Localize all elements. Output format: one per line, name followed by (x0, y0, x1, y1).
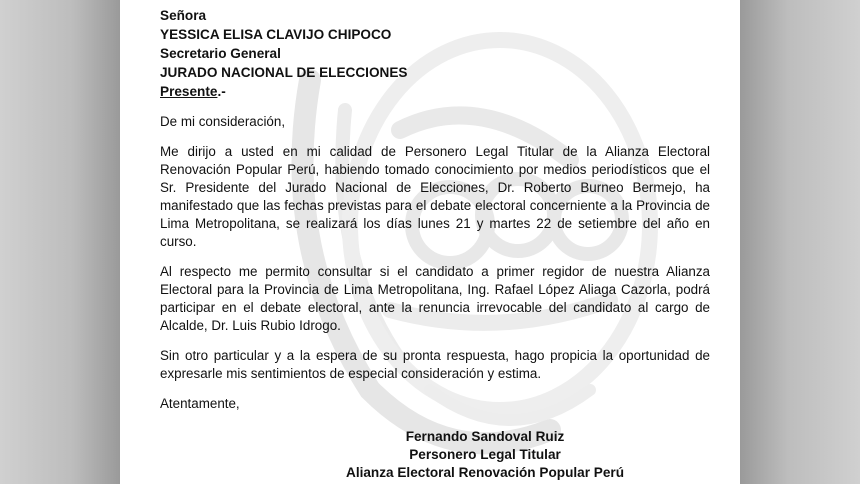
signature-role: Personero Legal Titular (409, 447, 561, 462)
left-background-panel (0, 0, 120, 484)
letter-body (160, 6, 710, 413)
presente-suffix: .- (217, 84, 226, 99)
presente-label: Presente (160, 84, 218, 99)
closing: Atentamente, (160, 396, 240, 411)
right-background-panel (740, 0, 860, 484)
header-institution: JURADO NACIONAL DE ELECCIONES (160, 65, 408, 80)
signature-name: Fernando Sandoval Ruiz (405, 429, 565, 444)
signature-org: Alianza Electoral Renovación Popular Perú (346, 465, 624, 480)
signature-block (120, 428, 740, 482)
paragraph-3: Sin otro particular y a la espera de su pronta respuesta, hago propicia la oportunidad de expresarle mis sentimientos de especial consideración y estima. (160, 348, 710, 381)
letter-page (120, 0, 740, 484)
header-recipient-name: YESSICA ELISA CLAVIJO CHIPOCO (160, 27, 392, 42)
header-recipient-title: Secretario General (160, 46, 281, 61)
header-presente (160, 82, 710, 101)
salutation: De mi consideración, (160, 114, 286, 129)
paragraph-1: Me dirijo a usted en mi calidad de Personero Legal Titular de la Alianza Electoral Renovación Popular Perú, habiendo tomado conocimiento por medios periodísticos que el Sr. Presidente del Jurado Nacional de Elecciones, Dr. Roberto Burneo Bermejo, ha manifestado que las fechas previstas para el debate electoral concerniente a la Provincia de Lima Metropolitana, se realizará los días lunes 21 y martes 22 de setiembre del año en curso. (160, 144, 710, 249)
paragraph-2: Al respecto me permito consultar si el candidato a primer regidor de nuestra Alianza Electoral para la Provincia de Lima Metropolitana, Ing. Rafael López Aliaga Cazorla, podrá participar en el debate electoral, ante la renuncia irrevocable del candidato al cargo de Alcalde, Dr. Luis Rubio Idrogo. (160, 264, 710, 333)
header-honorific: Señora (160, 8, 207, 23)
